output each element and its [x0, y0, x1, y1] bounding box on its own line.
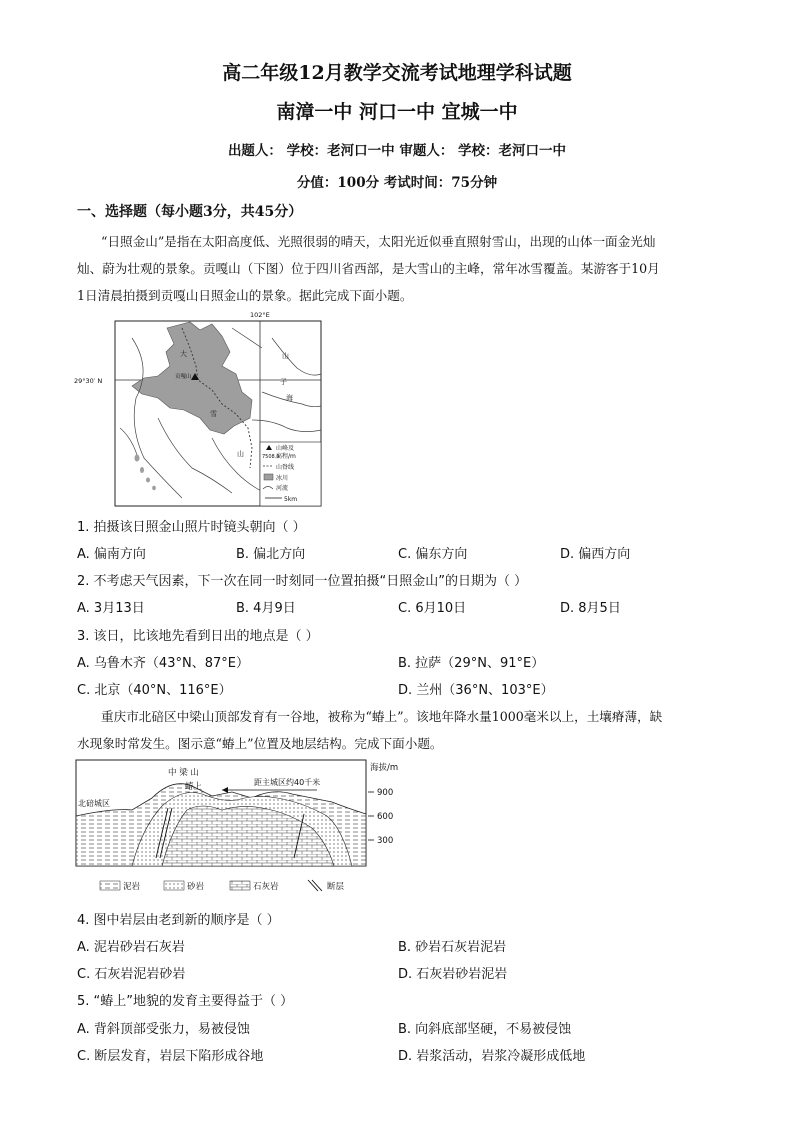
question-2-stem: 2. 不考虑天气因素，下一次在同一时刻同一位置拍摄“日照金山”的日期为（ ）: [77, 574, 528, 589]
q5-option-b[interactable]: B. 向斜底部坚硬，不易被侵蚀: [398, 1022, 572, 1037]
q5-option-c[interactable]: C. 断层发育，岩层下陷形成谷地: [77, 1049, 264, 1064]
map-char-zi: 子: [280, 378, 287, 386]
district-label: 北碚城区: [78, 799, 110, 808]
peak-label: 贡嘎山: [175, 374, 192, 380]
q4-option-a[interactable]: A. 泥岩砂岩石灰岩: [77, 940, 185, 955]
q4-option-d[interactable]: D. 石灰岩砂岩泥岩: [398, 967, 508, 982]
svg-text:7508.9: 7508.9: [262, 454, 280, 460]
q1-option-a[interactable]: A. 偏南方向: [77, 547, 146, 562]
q2-option-c[interactable]: C. 6月10日: [398, 601, 467, 616]
svg-text:山脊线: 山脊线: [276, 464, 295, 471]
passage-2-line: 水现象时常发生。图示意“蝽上”位置及地层结构。完成下面小题。: [77, 736, 443, 751]
score-time-line: 分值：100分 考试时间：75分钟: [296, 175, 498, 191]
small-glacier: [135, 455, 140, 462]
map-char-xue: 雪: [210, 410, 217, 418]
distance-label: 距主城区约40千米: [254, 778, 321, 787]
elevation-axis-label: 海拔/m: [370, 763, 399, 773]
section-legend: [100, 880, 345, 892]
q1-option-c[interactable]: C. 偏东方向: [398, 547, 468, 562]
question-5-stem: 5. “蝽上”地貌的发育主要得益于（ ）: [77, 994, 294, 1009]
zhongliangshan-cross-section: [72, 758, 417, 900]
passage-1-line: 灿、蔚为壮观的景象。贡嘎山（下图）位于四川省西部，是大雪山的主峰，常年冰雪覆盖。某游客于10月: [77, 261, 660, 276]
q5-option-a[interactable]: A. 背斜顶部受张力，易被侵蚀: [77, 1022, 250, 1037]
longitude-label: 102°E: [250, 311, 270, 319]
q3-option-c[interactable]: C. 北京（40°N、116°E）: [77, 683, 232, 698]
question-1-stem: 1. 拍摄该日照金山照片时镜头朝向（ ）: [77, 520, 306, 535]
q4-option-b[interactable]: B. 砂岩石灰岩泥岩: [398, 940, 507, 955]
q2-option-d[interactable]: D. 8月5日: [560, 601, 621, 616]
section-heading: 一、选择题（每小题3分，共45分）: [77, 204, 303, 220]
svg-text:冰川: 冰川: [276, 475, 289, 482]
passage-1-line: 1日清晨拍摄到贡嘎山日照金山的景象。据此完成下面小题。: [77, 288, 413, 303]
svg-text:河流: 河流: [276, 485, 289, 492]
svg-text:高程/m: 高程/m: [276, 453, 296, 460]
elevation-tick: 900: [377, 788, 394, 798]
small-glacier: [140, 467, 144, 473]
mountain-label: 中 梁 山: [168, 768, 199, 778]
question-4-stem: 4. 图中岩层由老到新的顺序是（ ）: [77, 913, 280, 928]
svg-text:泥岩: 泥岩: [123, 882, 141, 892]
map-char-da: 大: [180, 350, 187, 358]
q2-option-b[interactable]: B. 4月9日: [236, 601, 296, 616]
svg-text:5km: 5km: [284, 496, 298, 503]
map-char-shan2: 山: [282, 352, 289, 360]
exam-title: 高二年级12月教学交流考试地理学科试题: [222, 62, 572, 84]
q2-option-a[interactable]: A. 3月13日: [77, 601, 145, 616]
q5-option-d[interactable]: D. 岩浆活动，岩浆冷凝形成低地: [398, 1049, 586, 1064]
small-glacier: [146, 478, 150, 483]
small-glacier: [152, 486, 156, 490]
latitude-label: 29°30′ N: [74, 377, 103, 385]
author-line: 出题人： 学校：老河口一中 审题人： 学校：老河口一中: [227, 143, 567, 159]
valley-label: 蝽上: [185, 782, 203, 792]
q4-option-c[interactable]: C. 石灰岩泥岩砂岩: [77, 967, 186, 982]
passage-1-line: “日照金山”是指在太阳高度低、光照很弱的晴天，太阳光近似垂直照射雪山，出现的山体一面金光灿: [101, 234, 656, 249]
svg-text:断层: 断层: [327, 882, 345, 892]
passage-2-line: 重庆市北碚区中梁山顶部发育有一谷地，被称为“蝽上”。该地年降水量1000毫米以上，土壤瘠薄，缺: [101, 709, 663, 724]
gongga-map: [72, 308, 332, 508]
svg-text:砂岩: 砂岩: [187, 882, 205, 892]
q3-option-b[interactable]: B. 拉萨（29°N、91°E）: [398, 656, 545, 671]
passage-2: [77, 703, 717, 757]
passage-1: [77, 228, 717, 309]
svg-text:山峰及: 山峰及: [276, 445, 295, 452]
schools-line: 南漳一中 河口一中 宜城一中: [276, 101, 518, 123]
elevation-tick: 600: [377, 812, 394, 822]
svg-text:石灰岩: 石灰岩: [253, 882, 279, 892]
q1-option-d[interactable]: D. 偏西方向: [560, 547, 631, 562]
elevation-tick: 300: [377, 836, 394, 846]
q1-option-b[interactable]: B. 偏北方向: [236, 547, 306, 562]
map-char-shan: 山: [237, 450, 244, 458]
q3-option-d[interactable]: D. 兰州（36°N、103°E）: [398, 683, 554, 698]
map-char-hai: 海: [286, 394, 293, 402]
map-legend: [260, 442, 321, 506]
q3-option-a[interactable]: A. 乌鲁木齐（43°N、87°E）: [77, 656, 249, 671]
question-3-stem: 3. 该日，比该地先看到日出的地点是（ ）: [77, 629, 319, 644]
